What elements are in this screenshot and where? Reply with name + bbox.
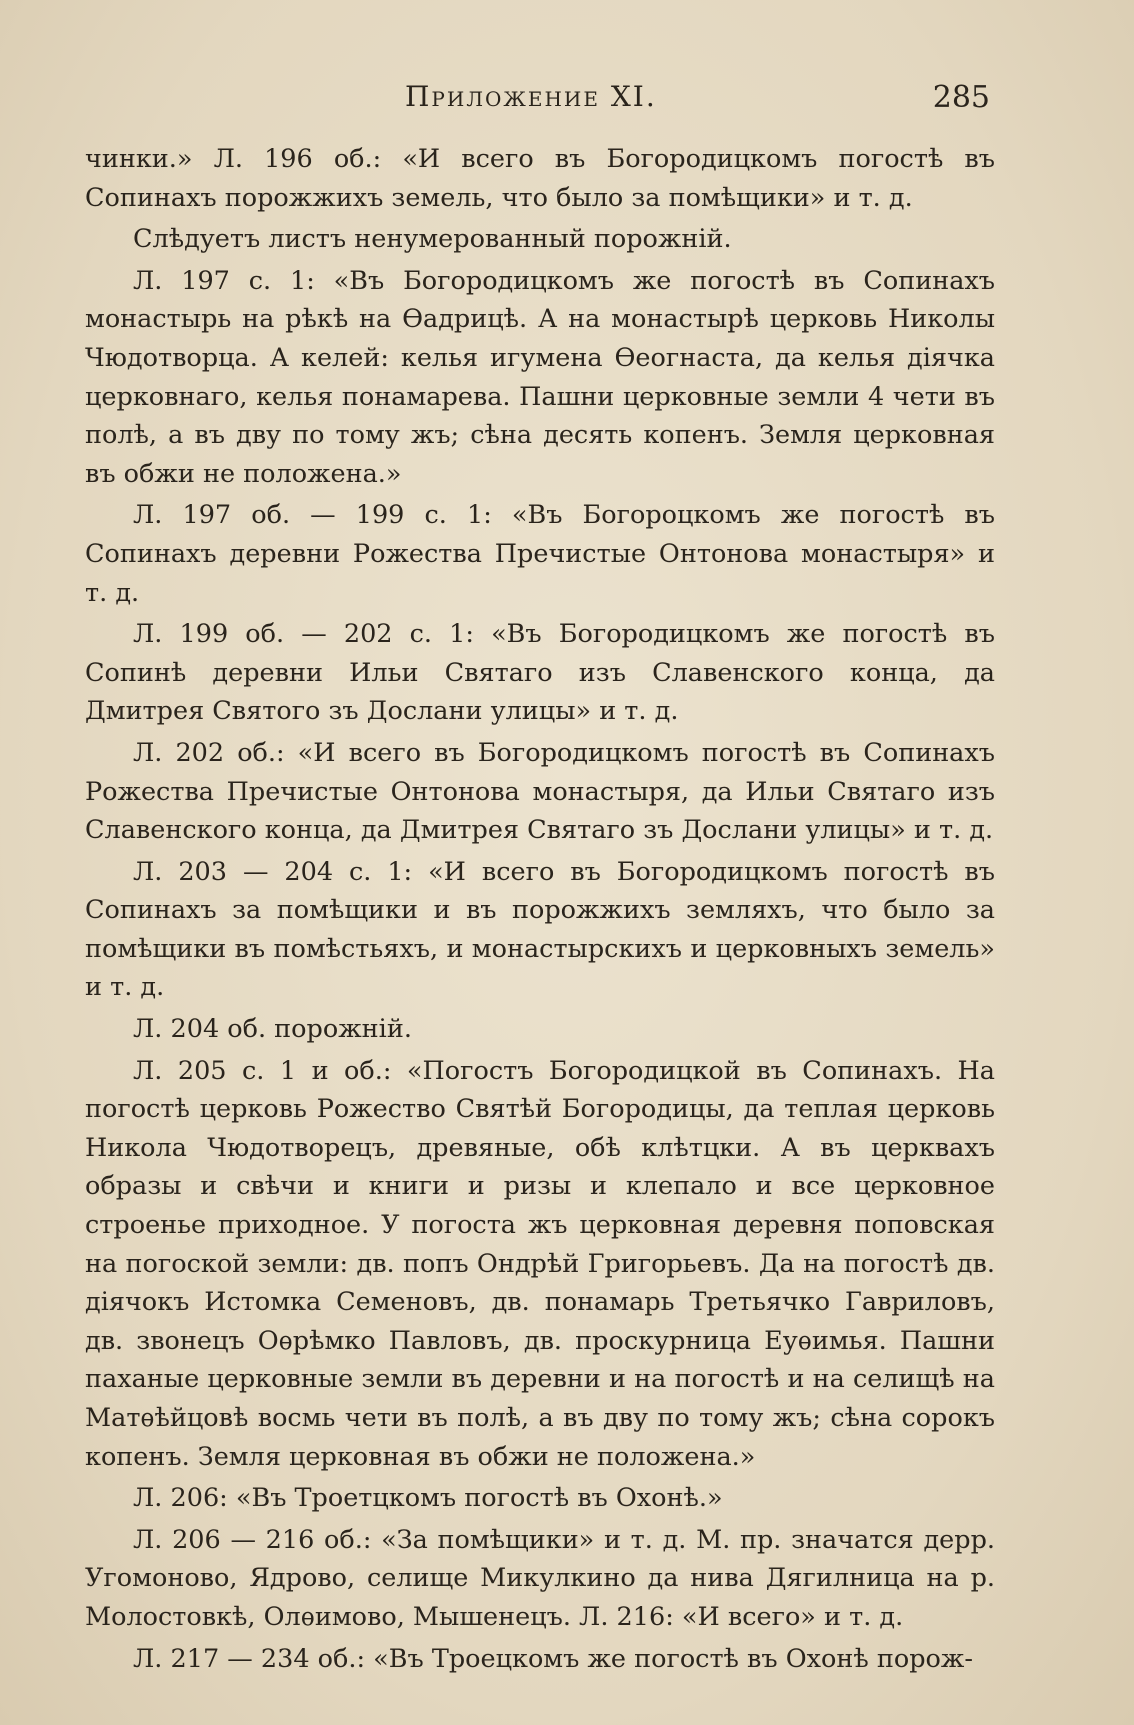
paragraph-7: Л. 203 — 204 с. 1: «И всего въ Богородицкомъ погостѣ въ Сопинахъ за помѣщики и въ порожжихъ земляхъ, что было за помѣщики въ помѣстьяхъ, и монастырскихъ и церковныхъ земель» и т. д. — [85, 856, 995, 1003]
paragraph-5: Л. 199 об. — 202 с. 1: «Въ Богородицкомъ же погостѣ въ Сопинѣ деревни Ильи Святаго изъ Славенского конца, да Дмитрея Святого зъ Дослани улицы» и т. д. — [85, 619, 995, 727]
paragraph-10: Л. 206: «Въ Троетцкомъ погостѣ въ Охонѣ.» — [133, 1483, 723, 1514]
paragraph-4: Л. 197 об. — 199 с. 1: «Въ Богороцкомъ же погостѣ въ Сопинахъ деревни Рожества Пречистые Онтонова монастыря» и т. д. — [85, 500, 995, 608]
paragraph-6: Л. 202 об.: «И всего въ Богородицкомъ погостѣ въ Сопинахъ Рожества Пречистые Онтонова монастыря, да Ильи Святаго изъ Славенского конца, да Дмитрея Святаго зъ Дослани улицы» и т. д. — [85, 737, 995, 846]
page-body — [85, 140, 995, 1681]
paragraph-11: Л. 206 — 216 об.: «За помѣщики» и т. д. М. пр. значатся дерр. Угомоново, Ядрово, селище Микулкино да нива Дягилница на р. Молостовкѣ, Олѳимово, Мышенецъ. Л. 216: «И всего» и т. д. — [85, 1524, 995, 1632]
page-number: 285 — [932, 80, 990, 115]
paragraph-12: Л. 217 — 234 об.: «Въ Троецкомъ же погостѣ въ Охонѣ порож- — [133, 1643, 973, 1674]
paragraph-8: Л. 204 об. порожній. — [133, 1014, 412, 1045]
paragraph-2: Слѣдуетъ листъ ненумерованный порожній. — [133, 224, 732, 255]
running-head: Приложение XI. — [405, 80, 657, 113]
paragraph-9: Л. 205 с. 1 и об.: «Погостъ Богородицкой въ Сопинахъ. На погостѣ церковь Рожество Святѣй Богородицы, да теплая церковь Никола Чюдотворецъ, древяные, обѣ клѣтцки. А въ церквахъ образы и свѣчи и книги и ризы и клепало и все церковное строенье приходное. У погоста жъ церковная деревня поповская на погоской земли: дв. попъ Ондрѣй Григорьевъ. Да на погостѣ дв. діячокъ Истомка Семеновъ, дв. понамарь Третьячко Гавриловъ, дв. звонецъ Оѳрѣмко Павловъ, дв. проскурница Еуѳимья. Пашни паханые церковные земли въ деревни и на погостѣ и на селищѣ на Матѳѣйцовѣ восмь чети въ полѣ, а въ дву по тому жъ; сѣна сорокъ копенъ. Земля церковная въ обжи не положена.» — [85, 1055, 995, 1472]
paragraph-1: чинки.» Л. 196 об.: «И всего въ Богородицкомъ погостѣ въ Сопинахъ порожжихъ земель, что было за помѣщики» и т. д. — [85, 144, 995, 213]
paragraph-3: Л. 197 с. 1: «Въ Богородицкомъ же погостѣ въ Сопинахъ монастырь на рѣкѣ на Ѳадрицѣ. А на монастырѣ церковь Николы Чюдотворца. А келей: келья игумена Ѳеогнаста, да келья діячка церковнаго, келья понамарева. Пашни церковные земли 4 чети въ полѣ, а въ дву по тому жъ; сѣна десять копенъ. Земля церковная въ обжи не положена.» — [85, 265, 995, 489]
page-header — [85, 80, 990, 120]
